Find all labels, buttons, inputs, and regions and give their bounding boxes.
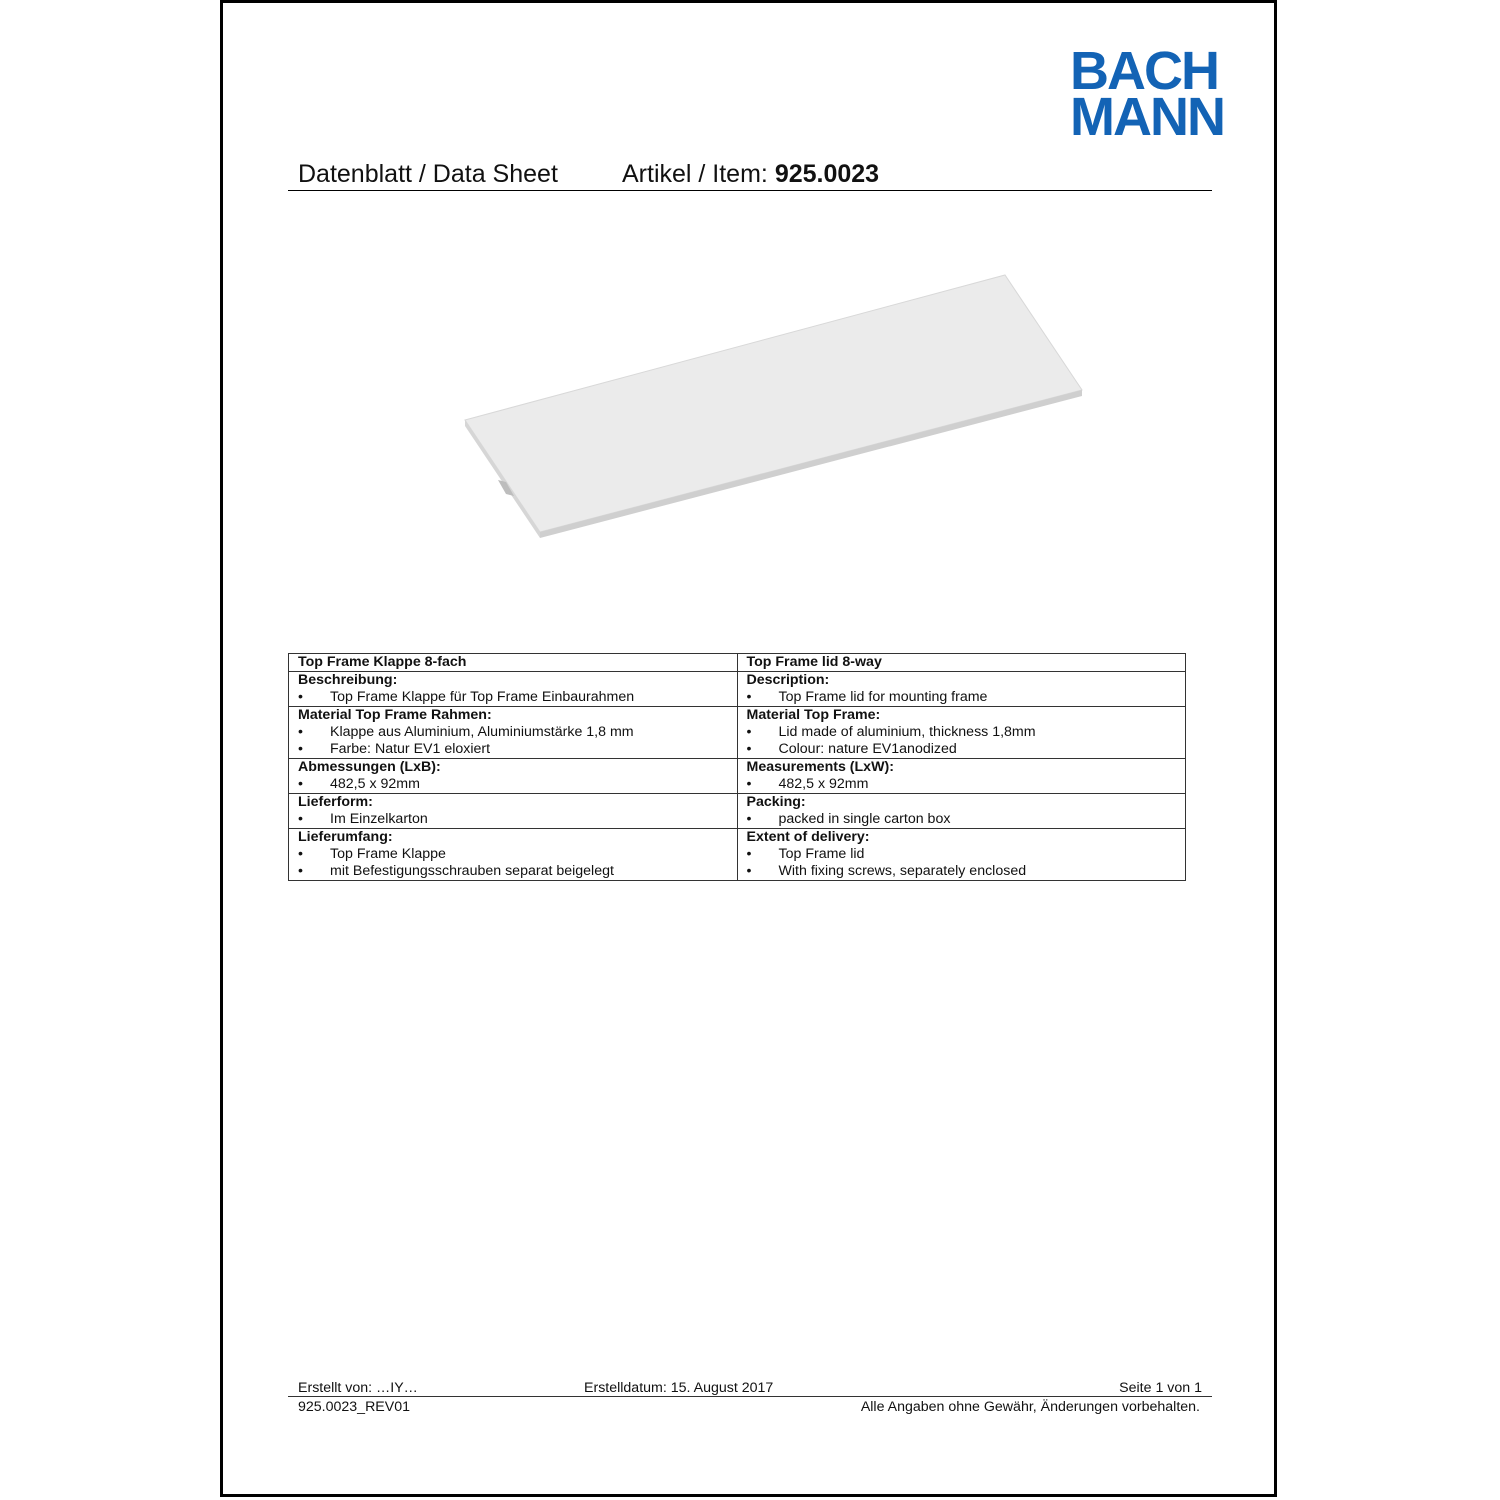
spec-cell-en: [737, 759, 1186, 794]
footer-page-number: Seite 1 von 1: [1119, 1380, 1202, 1396]
logo-line-1: BACH: [1070, 41, 1218, 101]
spec-table: [288, 653, 1186, 881]
spec-heading: Measurements (LxW):: [746, 759, 894, 775]
item-label: Artikel / Item:: [622, 160, 775, 188]
item-number: 925.0023: [774, 160, 880, 188]
lid-top-face: [465, 275, 1082, 532]
spec-heading: Packing:: [746, 794, 806, 810]
spec-bullet-item: • 482,5 x 92mm: [298, 776, 737, 793]
bachmann-logo: [1070, 41, 1224, 147]
spec-heading: Lieferform:: [298, 794, 373, 810]
spec-bullet-item: • Top Frame lid for mounting frame: [747, 689, 1186, 706]
logo-line-2: MANN: [1070, 87, 1224, 147]
spec-bullet-item: • Klappe aus Aluminium, Aluminiumstärke 1,8 mm: [298, 724, 737, 741]
spec-heading: Abmessungen (LxB):: [298, 759, 441, 775]
document-footer: [288, 1378, 1212, 1415]
spec-cell-en: [737, 654, 1186, 672]
spec-row: [289, 654, 1186, 672]
spec-bullet-item: • Im Einzelkarton: [298, 811, 737, 828]
spec-heading: Top Frame Klappe 8-fach: [298, 654, 467, 670]
footer-created-by: Erstellt von: …IY…: [298, 1380, 418, 1396]
spec-bullet-item: • Lid made of aluminium, thickness 1,8mm: [747, 724, 1186, 741]
document-header: [288, 160, 1212, 191]
spec-row: [289, 707, 1186, 759]
footer-revision: 925.0023_REV01: [298, 1399, 411, 1415]
spec-cell-de: [289, 829, 738, 881]
spec-heading: Beschreibung:: [298, 672, 398, 688]
spec-cell-de: [289, 759, 738, 794]
spec-heading: Lieferumfang:: [298, 829, 393, 845]
document-title: Datenblatt / Data Sheet: [298, 160, 558, 188]
spec-bullet-item: • Top Frame Klappe für Top Frame Einbaurahmen: [298, 689, 737, 706]
spec-row: [289, 759, 1186, 794]
spec-bullet-item: • Farbe: Natur EV1 eloxiert: [298, 741, 737, 758]
product-image: [460, 270, 1090, 550]
spec-bullet-item: • packed in single carton box: [747, 811, 1186, 828]
spec-bullet-item: • 482,5 x 92mm: [747, 776, 1186, 793]
spec-cell-de: [289, 707, 738, 759]
spec-cell-de: [289, 654, 738, 672]
spec-heading: Description:: [746, 672, 830, 688]
item-heading: [622, 160, 879, 189]
spec-bullet-item: • Top Frame Klappe: [298, 846, 737, 863]
spec-bullet-item: • Colour: nature EV1anodized: [747, 741, 1186, 758]
spec-cell-en: [737, 829, 1186, 881]
footer-disclaimer: Alle Angaben ohne Gewähr, Änderungen vorbehalten.: [860, 1399, 1200, 1415]
spec-cell-en: [737, 794, 1186, 829]
spec-heading: Material Top Frame:: [746, 707, 881, 723]
spec-heading: Material Top Frame Rahmen:: [298, 707, 492, 723]
spec-heading: Extent of delivery:: [746, 829, 870, 845]
spec-row: [289, 829, 1186, 881]
spec-bullet-item: • Top Frame lid: [747, 846, 1186, 863]
footer-created-date: Erstelldatum: 15. August 2017: [584, 1380, 774, 1396]
spec-cell-en: [737, 672, 1186, 707]
spec-row: [289, 672, 1186, 707]
spec-heading: Top Frame lid 8-way: [746, 654, 882, 670]
spec-bullet-item: • mit Befestigungsschrauben separat beigelegt: [298, 863, 737, 880]
spec-cell-de: [289, 794, 738, 829]
spec-bullet-item: • With fixing screws, separately enclosed: [747, 863, 1186, 880]
spec-row: [289, 794, 1186, 829]
spec-cell-de: [289, 672, 738, 707]
spec-cell-en: [737, 707, 1186, 759]
